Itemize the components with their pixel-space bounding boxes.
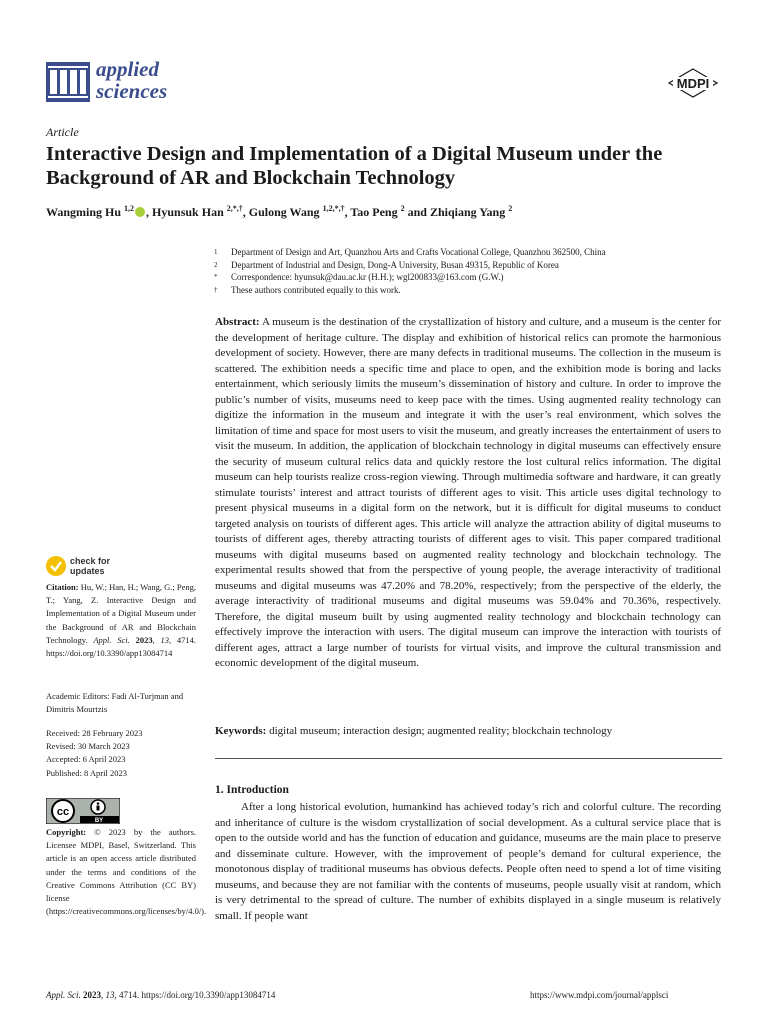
footer-doi[interactable]: , 4714. https://doi.org/10.3390/app13084714 [114, 990, 276, 1000]
affiliation-row [214, 271, 744, 284]
keywords-text: digital museum; interaction design; augmented reality; blockchain technology [269, 725, 613, 737]
keywords [215, 724, 721, 740]
footer-volume: 13 [105, 990, 115, 1000]
footer-year: 2023 [83, 990, 101, 1000]
check-updates-line1: check for [70, 556, 111, 566]
author-separator: , [344, 205, 351, 219]
abstract-label: Abstract: [215, 316, 260, 328]
article-type: Article [46, 125, 79, 139]
check-updates-line2: updates [70, 566, 105, 576]
author-list [46, 204, 512, 220]
section-heading: 1. Introduction [215, 784, 289, 796]
author-affiliation-marker: 2 [508, 204, 513, 213]
citation-text: Hu, W.; Han, H.; Wang, G.; Peng, T.; Yang, Z. Interactive Design and Implementation of a Digital Museum under the Background of AR and Blockchain Technology. [46, 582, 196, 645]
journal-name [96, 58, 167, 102]
citation-journal: Appl. Sci. [93, 634, 130, 645]
author-affiliation-marker: 1,2,*,† [322, 204, 345, 213]
affiliation-row [214, 259, 744, 272]
affiliation-row [214, 246, 744, 259]
section-divider [215, 758, 722, 759]
author-name: Hyunsuk Han [152, 205, 224, 219]
affiliations [214, 246, 744, 296]
author-separator: , [146, 205, 153, 219]
affiliation-marker: * [214, 273, 218, 282]
check-for-updates-badge[interactable] [46, 556, 166, 578]
affiliation-marker: † [214, 285, 218, 294]
copyright-notice [46, 826, 207, 918]
article-title: Interactive Design and Implementation of a Digital Museum under the Background of AR and Blockchain Technology [46, 143, 663, 189]
author-name: Gulong Wang [248, 205, 320, 219]
author-affiliation-marker: 2,*,† [226, 204, 243, 213]
date-revised: Revised: 30 March 2023 [46, 741, 130, 752]
affiliation-text: Department of Design and Art, Quanzhou Arts and Crafts Vocational College, Quanzhou 362500, China [231, 247, 606, 257]
svg-text:cc: cc [56, 806, 70, 818]
citation-year: 2023 [135, 634, 153, 645]
orcid-icon[interactable] [135, 207, 145, 217]
article-dates [46, 727, 196, 780]
date-published: Published: 8 April 2023 [46, 767, 127, 778]
citation-label: Citation: [46, 582, 79, 592]
keywords-label: Keywords: [215, 725, 267, 737]
cc-by-license-icon[interactable] [46, 798, 120, 824]
introduction-text: After a long historical evolution, humankind has achieved today’s rich and colorful culture. The recording and inheritance of culture is the wisdom crystallization of social development. As a cultural service place that is open to the outside world and has the function of education and guidance, museums are the main place to preserve and disseminate culture. However, with the improvement of people’s demand for cultural experience, the monotonous display of traditional museums has obvious defects. People often need to spend a lot of time visiting museums, and because they are not familiar with the contents of museums, people usually visit at random, which is very detrimental to the spread of culture. The number of exhibits displayed in a single museum is relatively small. If people want [215, 801, 721, 922]
footer-journal: Appl. Sci. [46, 990, 81, 1000]
academic-editors: Academic Editors: Fadi Al-Turjman and Dimitris Mourtzis [46, 691, 184, 715]
cc-badge-text: BY [94, 818, 104, 824]
abstract-text: A museum is the destination of the crystallization of history and culture, and a museum is the center for the development of heritage culture. The display and exhibition of historical relics can promote the harmonious development of society. However, there are many defects in traditional museums. The collection in the museum is scattered. The exhibition needs a specific time and place to open, and the exhibition mode is boring and lacks entertainment, which seriously limits the museum’s dissemination of history and culture. In order to improve the public’s number of visits, museums need to keep pace with the times. Using augmented reality technology can digitize the information in the museum and integrate it with the user’s real environment, which solves the limitation of time and space for most users to visit the museum, and greatly increases the entertainment of users to visit the museum. In addition, the application of blockchain technology in digital museums can effectively ensure the security of museum cultural relics data and quickly restore the lost cultural relics information. The digital museum can help tourists realize cross-region viewing. Through multimedia software and hardware, it can greatly stimulate tourists’ interest and attract tourists of different ages to visit. This article uses digital technology to present physical museums in a digital form on the network, but it is difficult for digital museums to conduct targeted analysis on tourists of different ages. This article will analyze the attraction ability of digital museums to tourists of different ages, thereby attracting tourists of different ages to visit. This paper compared traditional museums with digital museums based on augmented reality technology and blockchain technology. The experimental results showed that from the perspective of young people, the average interactivity of traditional museums and digital museums was 47.20% and 78.20%, respectively; from the perspective of the elderly, the average interactivity of traditional museums and digital museums was 59.04% and 70.36%, respectively. Therefore, the digital museum built by using augmented reality technology and blockchain technology can effectively improve the interaction with users. The digital museum can improve the interaction with tourists of different ages, attract a large number of tourists for virtual visits, and improve the cultural transmission and economic development of the digital museum. [215, 316, 721, 669]
journal-name-line2: sciences [96, 79, 168, 103]
copyright-text: © 2023 by the authors. Licensee MDPI, Basel, Switzerland. This article is an open access article distributed under the terms and conditions of the Creative Commons Attribution (CC BY) license (https://creativecommons.org/licenses/by/4.0/). [46, 827, 207, 917]
footer-citation: Appl. Sci. 2023, 13, 4714. https://doi.org/10.3390/app13084714 [46, 990, 276, 1000]
mdpi-logo-text: MDPI [676, 76, 710, 91]
journal-logo-icon [46, 62, 90, 102]
author-name: Tao Peng [350, 205, 398, 219]
check-updates-icon [46, 556, 66, 576]
author-affiliation-marker: 1,2 [124, 204, 135, 213]
affiliation-marker: 1 [214, 248, 218, 256]
date-received: Received: 28 February 2023 [46, 728, 143, 738]
author-separator: , [242, 205, 249, 219]
author-affiliation-marker: 2 [400, 204, 405, 213]
author-name: Wangming Hu [46, 205, 122, 219]
date-accepted: Accepted: 6 April 2023 [46, 754, 126, 765]
copyright-label: Copyright: [46, 827, 87, 837]
affiliation-row [214, 284, 744, 297]
affiliation-text: These authors contributed equally to this work. [231, 284, 401, 295]
affiliation-marker: 2 [214, 260, 218, 269]
citation-volume: 13 [160, 634, 169, 645]
citation: Citation: Hu, W.; Han, H.; Wang, G.; Peng, T.; Yang, Z. Interactive Design and Implementation of a Digital Museum under the Background of AR and Blockchain Technology. Appl. Sci. 2023, 13, 4714. https://doi.org/10.3390/app13084714 [46, 582, 196, 659]
author-name: Zhiqiang Yang [429, 205, 506, 219]
affiliation-text: Correspondence: hyunsuk@dau.ac.kr (H.H.); wgl200833@163.com (G.W.) [231, 272, 504, 283]
citation-doi[interactable]: , 4714. https://doi.org/10.3390/app13084714 [46, 634, 196, 659]
abstract [215, 315, 721, 672]
footer-journal-url[interactable]: https://www.mdpi.com/journal/applsci [530, 990, 669, 1000]
journal-name-line1: applied [96, 57, 159, 81]
mdpi-logo [667, 68, 719, 98]
author-separator: and [404, 205, 430, 219]
affiliation-text: Department of Industrial and Design, Dong-A University, Busan 49315, Republic of Korea [231, 259, 559, 270]
